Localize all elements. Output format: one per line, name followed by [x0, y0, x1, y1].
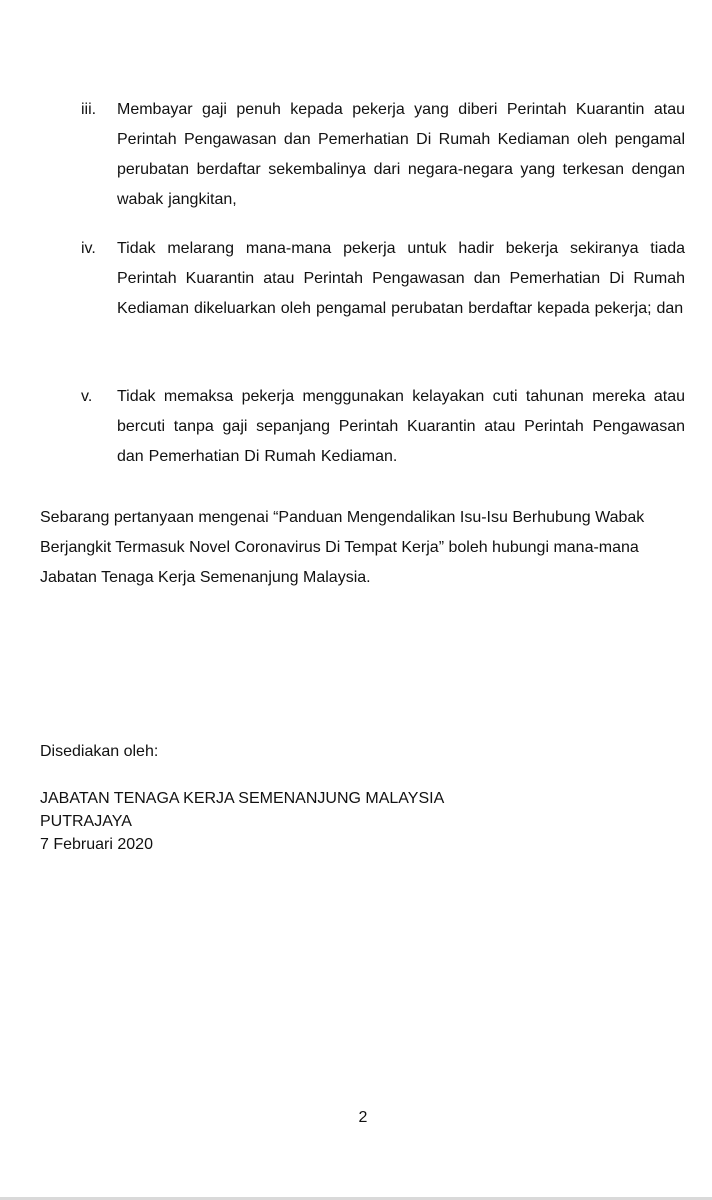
list-item-text: Tidak memaksa pekerja menggunakan kelayakan cuti tahunan mereka atau bercuti tanpa gaji sepanjang Perintah Kuarantin atau Perintah Pengawasan dan Pemerhatian Di Rumah Kediaman.	[117, 388, 685, 465]
list-marker: iv.	[81, 240, 96, 257]
department-name: JABATAN TENAGA KERJA SEMENANJUNG MALAYSIA	[40, 790, 445, 807]
list-marker: iii.	[81, 101, 97, 118]
list-marker: v.	[81, 388, 93, 405]
city-name: PUTRAJAYA	[40, 813, 132, 830]
signature-block	[40, 787, 444, 856]
document-date: 7 Februari 2020	[40, 836, 153, 853]
prepared-by-label: Disediakan oleh:	[40, 743, 159, 760]
page-number: 2	[358, 1109, 368, 1126]
list-item-text: Tidak melarang mana-mana pekerja untuk hadir bekerja sekiranya tiada Perintah Kuarantin atau Perintah Pengawasan dan Pemerhatian Di Rumah Kediaman dikeluarkan oleh pengamal perubatan berdaftar kepada pekerja; dan	[117, 240, 685, 317]
inquiry-paragraph: Sebarang pertanyaan mengenai “Panduan Mengendalikan Isu-Isu Berhubung Wabak Berjangkit Termasuk Novel Coronavirus Di Tempat Kerja” boleh hubungi mana-mana Jabatan Tenaga Kerja Semenanjung Malaysia.	[40, 509, 645, 586]
list-item-text: Membayar gaji penuh kepada pekerja yang diberi Perintah Kuarantin atau Perintah Pengawasan dan Pemerhatian Di Rumah Kediaman oleh pengamal perubatan berdaftar sekembalinya dari negara-negara yang terkesan dengan wabak jangkitan,	[117, 101, 685, 208]
